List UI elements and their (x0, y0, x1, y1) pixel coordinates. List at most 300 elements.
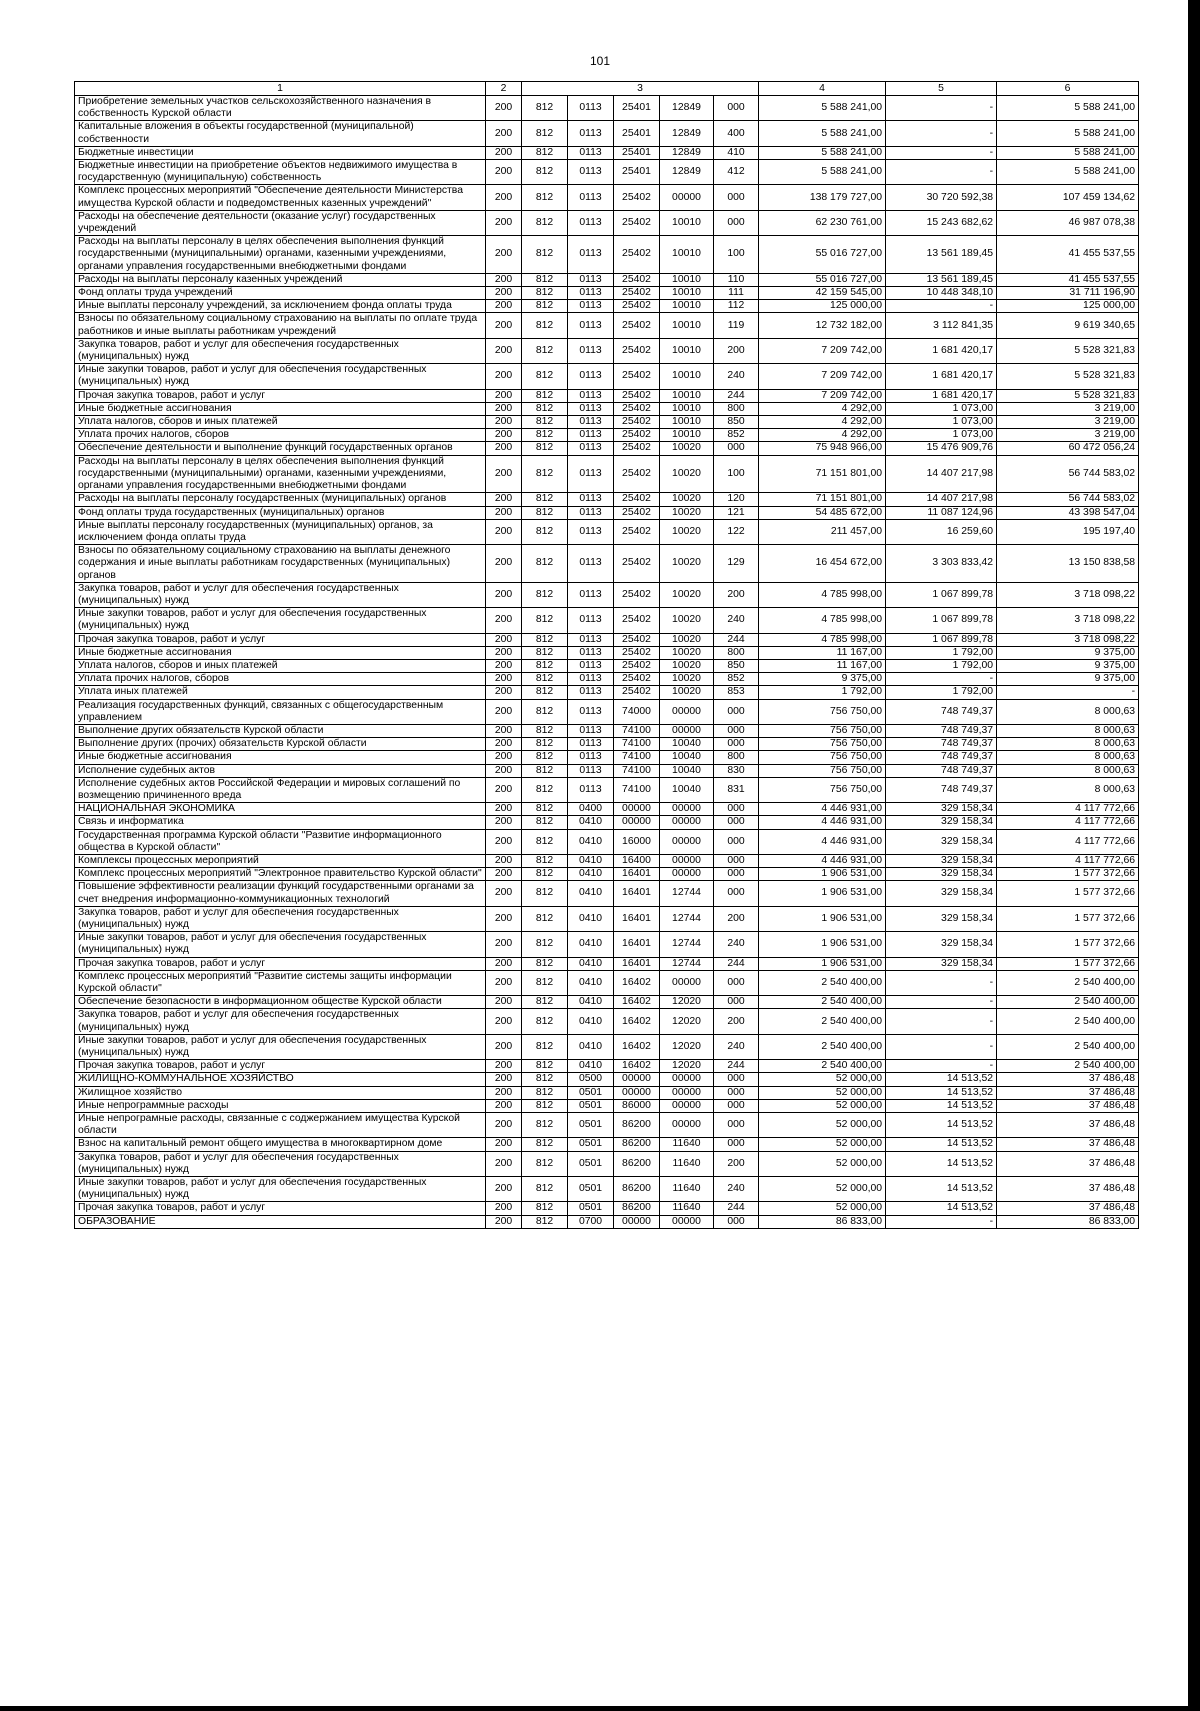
row-grbs-code: 812 (522, 455, 568, 493)
row-program-code: 25402 (614, 686, 660, 699)
row-direction-code: 10020 (660, 582, 714, 607)
row-description: Реализация государственных функций, связанных с общегосударственным управлением (75, 699, 486, 724)
row-approved-amount: 11 167,00 (759, 659, 886, 672)
row-line-code: 200 (486, 519, 522, 544)
row-description: Комплекс процессных мероприятий "Обеспечение деятельности Министерства имущества Курской области и подведомственных казенных учреждений" (75, 185, 486, 210)
row-approved-amount: 4 446 931,00 (759, 816, 886, 829)
table-row (75, 313, 1139, 338)
row-grbs-code: 812 (522, 545, 568, 583)
row-executed-amount: 10 448 348,10 (886, 287, 997, 300)
row-executed-amount: 1 792,00 (886, 646, 997, 659)
header-col-2: 2 (486, 82, 522, 96)
row-program-code: 74100 (614, 764, 660, 777)
row-remaining-amount: 86 833,00 (997, 1215, 1139, 1228)
row-direction-code: 10010 (660, 210, 714, 235)
row-executed-amount: 329 158,34 (886, 881, 997, 906)
row-direction-code: 10020 (660, 686, 714, 699)
header-col-4: 4 (759, 82, 886, 96)
row-grbs-code: 812 (522, 1009, 568, 1034)
row-description: Иные бюджетные ассигнования (75, 646, 486, 659)
row-description: Закупка товаров, работ и услуг для обеспечения государственных (муниципальных) нужд (75, 906, 486, 931)
row-line-code: 200 (486, 210, 522, 235)
row-description: Комплексы процессных мероприятий (75, 854, 486, 867)
row-grbs-code: 812 (522, 287, 568, 300)
row-grbs-code: 812 (522, 906, 568, 931)
row-line-code: 200 (486, 506, 522, 519)
row-approved-amount: 9 375,00 (759, 673, 886, 686)
row-approved-amount: 5 588 241,00 (759, 146, 886, 159)
row-program-code: 25402 (614, 210, 660, 235)
row-section-code: 0113 (568, 429, 614, 442)
row-expense-type-code: 852 (714, 673, 759, 686)
table-row (75, 402, 1139, 415)
row-approved-amount: 7 209 742,00 (759, 389, 886, 402)
row-description: Закупка товаров, работ и услуг для обеспечения государственных (муниципальных) нужд (75, 1009, 486, 1034)
row-remaining-amount: 3 219,00 (997, 429, 1139, 442)
row-direction-code: 10020 (660, 646, 714, 659)
table-row (75, 673, 1139, 686)
row-expense-type-code: 244 (714, 1202, 759, 1215)
row-program-code: 74100 (614, 751, 660, 764)
row-section-code: 0410 (568, 1060, 614, 1073)
row-expense-type-code: 831 (714, 777, 759, 802)
row-direction-code: 00000 (660, 829, 714, 854)
row-approved-amount: 52 000,00 (759, 1086, 886, 1099)
row-approved-amount: 4 785 998,00 (759, 633, 886, 646)
row-expense-type-code: 240 (714, 608, 759, 633)
row-remaining-amount: 37 486,48 (997, 1138, 1139, 1151)
row-grbs-code: 812 (522, 659, 568, 672)
row-direction-code: 12020 (660, 996, 714, 1009)
table-row (75, 1202, 1139, 1215)
row-remaining-amount: 3 219,00 (997, 416, 1139, 429)
row-remaining-amount: 2 540 400,00 (997, 1034, 1139, 1059)
row-program-code: 00000 (614, 1215, 660, 1228)
row-description: Прочая закупка товаров, работ и услуг (75, 633, 486, 646)
header-row (75, 82, 1139, 96)
table-row (75, 364, 1139, 389)
row-program-code: 00000 (614, 1073, 660, 1086)
row-approved-amount: 2 540 400,00 (759, 970, 886, 995)
row-direction-code: 00000 (660, 1073, 714, 1086)
row-description: Уплата налогов, сборов и иных платежей (75, 416, 486, 429)
row-section-code: 0113 (568, 699, 614, 724)
row-direction-code: 10020 (660, 493, 714, 506)
row-direction-code: 12744 (660, 881, 714, 906)
row-executed-amount: 329 158,34 (886, 957, 997, 970)
row-remaining-amount: 5 588 241,00 (997, 96, 1139, 121)
row-remaining-amount: - (997, 686, 1139, 699)
row-section-code: 0501 (568, 1113, 614, 1138)
row-expense-type-code: 000 (714, 210, 759, 235)
row-line-code: 200 (486, 764, 522, 777)
row-line-code: 200 (486, 816, 522, 829)
row-expense-type-code: 200 (714, 1009, 759, 1034)
row-line-code: 200 (486, 970, 522, 995)
table-row (75, 1215, 1139, 1228)
row-description: Иные бюджетные ассигнования (75, 751, 486, 764)
row-executed-amount: - (886, 121, 997, 146)
row-executed-amount: 14 513,52 (886, 1202, 997, 1215)
row-direction-code: 10020 (660, 659, 714, 672)
row-remaining-amount: 8 000,63 (997, 724, 1139, 737)
row-remaining-amount: 107 459 134,62 (997, 185, 1139, 210)
row-grbs-code: 812 (522, 519, 568, 544)
row-grbs-code: 812 (522, 1113, 568, 1138)
row-line-code: 200 (486, 608, 522, 633)
row-grbs-code: 812 (522, 364, 568, 389)
row-expense-type-code: 200 (714, 582, 759, 607)
row-grbs-code: 812 (522, 493, 568, 506)
row-remaining-amount: 3 718 098,22 (997, 608, 1139, 633)
row-grbs-code: 812 (522, 724, 568, 737)
row-executed-amount: 329 158,34 (886, 829, 997, 854)
row-direction-code: 10010 (660, 389, 714, 402)
table-row (75, 724, 1139, 737)
row-direction-code: 11640 (660, 1177, 714, 1202)
row-program-code: 86200 (614, 1151, 660, 1176)
row-section-code: 0410 (568, 906, 614, 931)
row-program-code: 86200 (614, 1113, 660, 1138)
row-description: Прочая закупка товаров, работ и услуг (75, 389, 486, 402)
row-program-code: 25402 (614, 493, 660, 506)
row-description: Обеспечение деятельности и выполнение функций государственных органов (75, 442, 486, 455)
row-direction-code: 10020 (660, 673, 714, 686)
row-approved-amount: 4 292,00 (759, 416, 886, 429)
table-row (75, 803, 1139, 816)
row-remaining-amount: 1 577 372,66 (997, 932, 1139, 957)
table-header (75, 82, 1139, 96)
row-section-code: 0113 (568, 300, 614, 313)
row-grbs-code: 812 (522, 868, 568, 881)
row-grbs-code: 812 (522, 338, 568, 363)
row-section-code: 0113 (568, 506, 614, 519)
row-expense-type-code: 244 (714, 1060, 759, 1073)
row-program-code: 16401 (614, 932, 660, 957)
table-row (75, 300, 1139, 313)
row-executed-amount: 1 067 899,78 (886, 608, 997, 633)
row-description: Прочая закупка товаров, работ и услуг (75, 1202, 486, 1215)
row-line-code: 200 (486, 493, 522, 506)
row-line-code: 200 (486, 1113, 522, 1138)
row-section-code: 0113 (568, 210, 614, 235)
row-executed-amount: 15 476 909,76 (886, 442, 997, 455)
row-program-code: 16402 (614, 1009, 660, 1034)
row-executed-amount: 1 067 899,78 (886, 633, 997, 646)
row-remaining-amount: 195 197,40 (997, 519, 1139, 544)
row-direction-code: 10020 (660, 506, 714, 519)
row-executed-amount: 748 749,37 (886, 777, 997, 802)
row-approved-amount: 11 167,00 (759, 646, 886, 659)
row-program-code: 25402 (614, 273, 660, 286)
row-executed-amount: 1 681 420,17 (886, 389, 997, 402)
row-direction-code: 00000 (660, 854, 714, 867)
row-remaining-amount: 4 117 772,66 (997, 816, 1139, 829)
row-section-code: 0500 (568, 1073, 614, 1086)
row-description: Иные непрограмные расходы, связанные с соджержанием имущества Курской области (75, 1113, 486, 1138)
row-expense-type-code: 000 (714, 1215, 759, 1228)
row-executed-amount: 1 073,00 (886, 429, 997, 442)
row-description: Комплекс процессных мероприятий "Развитие системы защиты информации Курской области" (75, 970, 486, 995)
row-executed-amount: - (886, 673, 997, 686)
row-grbs-code: 812 (522, 402, 568, 415)
row-approved-amount: 2 540 400,00 (759, 1009, 886, 1034)
row-section-code: 0410 (568, 970, 614, 995)
row-approved-amount: 4 446 931,00 (759, 854, 886, 867)
table-row (75, 1151, 1139, 1176)
row-executed-amount: 329 158,34 (886, 854, 997, 867)
row-direction-code: 00000 (660, 868, 714, 881)
row-line-code: 200 (486, 160, 522, 185)
row-description: Исполнение судебных актов Российской Федерации и мировых соглашений по возмещению причиненного вреда (75, 777, 486, 802)
row-program-code: 86200 (614, 1138, 660, 1151)
row-grbs-code: 812 (522, 932, 568, 957)
row-line-code: 200 (486, 429, 522, 442)
row-approved-amount: 1 906 531,00 (759, 881, 886, 906)
row-line-code: 200 (486, 751, 522, 764)
row-expense-type-code: 240 (714, 932, 759, 957)
row-executed-amount: - (886, 96, 997, 121)
table-row (75, 146, 1139, 159)
row-approved-amount: 71 151 801,00 (759, 455, 886, 493)
row-expense-type-code: 111 (714, 287, 759, 300)
row-expense-type-code: 000 (714, 442, 759, 455)
table-row (75, 287, 1139, 300)
row-grbs-code: 812 (522, 777, 568, 802)
row-description: Иные закупки товаров, работ и услуг для обеспечения государственных (муниципальных) нужд (75, 364, 486, 389)
row-expense-type-code: 110 (714, 273, 759, 286)
row-expense-type-code: 200 (714, 906, 759, 931)
table-row (75, 881, 1139, 906)
row-description: Закупка товаров, работ и услуг для обеспечения государственных (муниципальных) нужд (75, 1151, 486, 1176)
row-section-code: 0113 (568, 545, 614, 583)
row-direction-code: 00000 (660, 803, 714, 816)
row-direction-code: 11640 (660, 1151, 714, 1176)
row-direction-code: 10010 (660, 300, 714, 313)
row-remaining-amount: 125 000,00 (997, 300, 1139, 313)
row-line-code: 200 (486, 1073, 522, 1086)
row-remaining-amount: 1 577 372,66 (997, 957, 1139, 970)
row-executed-amount: - (886, 996, 997, 1009)
row-grbs-code: 812 (522, 633, 568, 646)
row-direction-code: 12020 (660, 1060, 714, 1073)
row-section-code: 0113 (568, 659, 614, 672)
row-program-code: 25402 (614, 364, 660, 389)
row-approved-amount: 7 209 742,00 (759, 338, 886, 363)
table-row (75, 686, 1139, 699)
row-approved-amount: 42 159 545,00 (759, 287, 886, 300)
table-row (75, 854, 1139, 867)
row-expense-type-code: 200 (714, 338, 759, 363)
row-section-code: 0410 (568, 996, 614, 1009)
row-executed-amount: 748 749,37 (886, 724, 997, 737)
row-line-code: 200 (486, 273, 522, 286)
row-remaining-amount: 41 455 537,55 (997, 273, 1139, 286)
row-expense-type-code: 240 (714, 364, 759, 389)
row-direction-code: 12020 (660, 1034, 714, 1059)
table-row (75, 506, 1139, 519)
row-approved-amount: 5 588 241,00 (759, 121, 886, 146)
row-direction-code: 12849 (660, 146, 714, 159)
row-approved-amount: 756 750,00 (759, 699, 886, 724)
row-grbs-code: 812 (522, 1073, 568, 1086)
header-col-3: 3 (522, 82, 759, 96)
row-executed-amount: 11 087 124,96 (886, 506, 997, 519)
row-program-code: 25401 (614, 160, 660, 185)
table-row (75, 699, 1139, 724)
row-line-code: 200 (486, 957, 522, 970)
row-approved-amount: 52 000,00 (759, 1099, 886, 1112)
row-section-code: 0113 (568, 724, 614, 737)
row-program-code: 16401 (614, 868, 660, 881)
row-program-code: 00000 (614, 803, 660, 816)
row-remaining-amount: 46 987 078,38 (997, 210, 1139, 235)
row-line-code: 200 (486, 1009, 522, 1034)
row-remaining-amount: 5 528 321,83 (997, 338, 1139, 363)
row-program-code: 25401 (614, 121, 660, 146)
row-expense-type-code: 000 (714, 185, 759, 210)
row-direction-code: 11640 (660, 1138, 714, 1151)
row-direction-code: 00000 (660, 185, 714, 210)
row-approved-amount: 54 485 672,00 (759, 506, 886, 519)
row-expense-type-code: 129 (714, 545, 759, 583)
row-remaining-amount: 4 117 772,66 (997, 854, 1139, 867)
row-program-code: 16401 (614, 906, 660, 931)
row-approved-amount: 1 906 531,00 (759, 868, 886, 881)
row-description: Взносы по обязательному социальному страхованию на выплаты по оплате труда работников и иные выплаты работникам учреждений (75, 313, 486, 338)
row-remaining-amount: 1 577 372,66 (997, 868, 1139, 881)
row-section-code: 0501 (568, 1099, 614, 1112)
row-remaining-amount: 8 000,63 (997, 738, 1139, 751)
row-direction-code: 00000 (660, 724, 714, 737)
row-grbs-code: 812 (522, 121, 568, 146)
row-approved-amount: 1 792,00 (759, 686, 886, 699)
row-program-code: 25402 (614, 506, 660, 519)
row-grbs-code: 812 (522, 673, 568, 686)
header-col-5: 5 (886, 82, 997, 96)
row-executed-amount: 13 561 189,45 (886, 236, 997, 274)
row-direction-code: 10020 (660, 608, 714, 633)
row-executed-amount: 14 513,52 (886, 1113, 997, 1138)
row-approved-amount: 756 750,00 (759, 764, 886, 777)
row-section-code: 0113 (568, 389, 614, 402)
row-description: Расходы на выплаты персоналу в целях обеспечения выполнения функций государственными (муниципальными) органами, казенными учреждениями, органами управления государственными внебюджетными фондами (75, 236, 486, 274)
row-executed-amount: 329 158,34 (886, 906, 997, 931)
row-section-code: 0113 (568, 364, 614, 389)
row-program-code: 74000 (614, 699, 660, 724)
row-description: ОБРАЗОВАНИЕ (75, 1215, 486, 1228)
row-expense-type-code: 800 (714, 402, 759, 415)
row-section-code: 0113 (568, 519, 614, 544)
row-remaining-amount: 1 577 372,66 (997, 881, 1139, 906)
row-description: Закупка товаров, работ и услуг для обеспечения государственных (муниципальных) нужд (75, 582, 486, 607)
row-section-code: 0113 (568, 455, 614, 493)
row-executed-amount: 14 513,52 (886, 1151, 997, 1176)
budget-table (74, 81, 1139, 1229)
row-section-code: 0113 (568, 777, 614, 802)
row-grbs-code: 812 (522, 429, 568, 442)
row-expense-type-code: 000 (714, 738, 759, 751)
row-executed-amount: 14 513,52 (886, 1086, 997, 1099)
row-direction-code: 12849 (660, 160, 714, 185)
row-expense-type-code: 119 (714, 313, 759, 338)
table-row (75, 1086, 1139, 1099)
row-expense-type-code: 000 (714, 854, 759, 867)
row-executed-amount: 329 158,34 (886, 868, 997, 881)
row-direction-code: 00000 (660, 816, 714, 829)
table-row (75, 1113, 1139, 1138)
row-approved-amount: 52 000,00 (759, 1138, 886, 1151)
row-approved-amount: 12 732 182,00 (759, 313, 886, 338)
row-line-code: 200 (486, 1177, 522, 1202)
table-row (75, 519, 1139, 544)
row-expense-type-code: 000 (714, 724, 759, 737)
row-direction-code: 00000 (660, 1099, 714, 1112)
row-description: Иные выплаты персоналу государственных (муниципальных) органов, за исключением фонда оплаты труда (75, 519, 486, 544)
row-direction-code: 10010 (660, 273, 714, 286)
row-direction-code: 12744 (660, 906, 714, 931)
row-section-code: 0113 (568, 646, 614, 659)
row-program-code: 25402 (614, 429, 660, 442)
row-grbs-code: 812 (522, 146, 568, 159)
row-expense-type-code: 244 (714, 957, 759, 970)
row-description: Закупка товаров, работ и услуг для обеспечения государственных (муниципальных) нужд (75, 338, 486, 363)
row-direction-code: 10010 (660, 364, 714, 389)
row-description: Выполнение других обязательств Курской области (75, 724, 486, 737)
table-row (75, 1034, 1139, 1059)
row-line-code: 200 (486, 1202, 522, 1215)
scan-edge-bottom (0, 1706, 1200, 1711)
row-direction-code: 10040 (660, 751, 714, 764)
row-grbs-code: 812 (522, 1060, 568, 1073)
row-line-code: 200 (486, 829, 522, 854)
row-program-code: 25401 (614, 96, 660, 121)
row-line-code: 200 (486, 389, 522, 402)
table-row (75, 633, 1139, 646)
row-program-code: 86000 (614, 1099, 660, 1112)
row-section-code: 0410 (568, 957, 614, 970)
row-expense-type-code: 000 (714, 881, 759, 906)
row-direction-code: 10010 (660, 338, 714, 363)
row-section-code: 0501 (568, 1151, 614, 1176)
row-expense-type-code: 000 (714, 868, 759, 881)
row-grbs-code: 812 (522, 1177, 568, 1202)
row-grbs-code: 812 (522, 1138, 568, 1151)
row-executed-amount: 3 112 841,35 (886, 313, 997, 338)
row-grbs-code: 812 (522, 389, 568, 402)
row-section-code: 0113 (568, 633, 614, 646)
row-approved-amount: 2 540 400,00 (759, 1034, 886, 1059)
table-row (75, 429, 1139, 442)
row-description: Уплата прочих налогов, сборов (75, 429, 486, 442)
row-section-code: 0501 (568, 1177, 614, 1202)
row-grbs-code: 812 (522, 686, 568, 699)
row-section-code: 0113 (568, 416, 614, 429)
row-description: Иные закупки товаров, работ и услуг для обеспечения государственных (муниципальных) нужд (75, 1034, 486, 1059)
row-line-code: 200 (486, 1138, 522, 1151)
row-grbs-code: 812 (522, 96, 568, 121)
row-grbs-code: 812 (522, 608, 568, 633)
row-approved-amount: 71 151 801,00 (759, 493, 886, 506)
row-approved-amount: 52 000,00 (759, 1177, 886, 1202)
row-description: Комплекс процессных мероприятий "Электронное правительство Курской области" (75, 868, 486, 881)
row-line-code: 200 (486, 932, 522, 957)
row-direction-code: 10020 (660, 633, 714, 646)
row-executed-amount: 748 749,37 (886, 751, 997, 764)
row-program-code: 25402 (614, 185, 660, 210)
row-approved-amount: 756 750,00 (759, 738, 886, 751)
row-expense-type-code: 000 (714, 1113, 759, 1138)
